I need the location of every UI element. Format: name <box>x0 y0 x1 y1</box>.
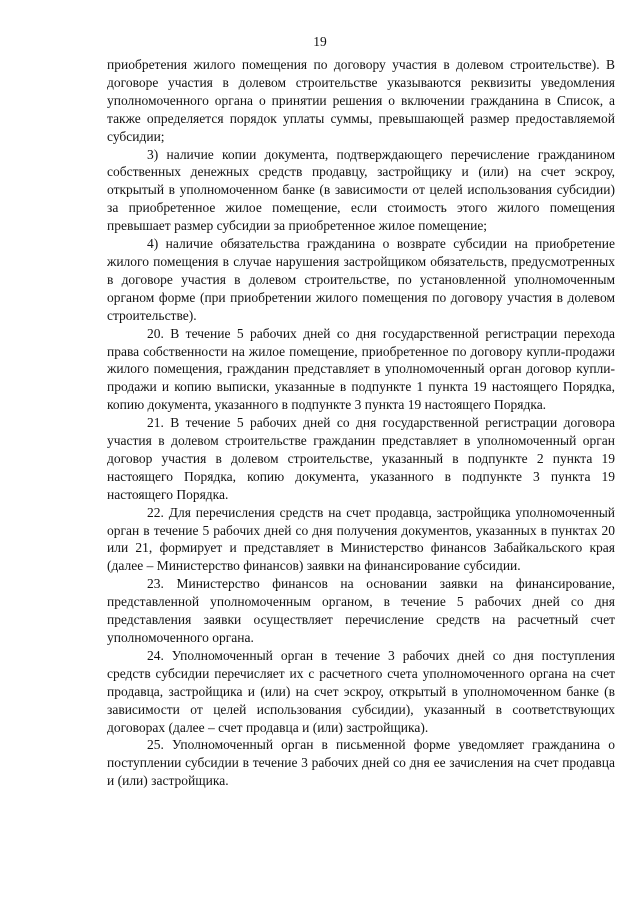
paragraph-continuation: приобретения жилого помещения по договору участия в долевом строительстве). В договоре участия в долевом строительстве указываются реквизиты уведомления уполномоченного органа о принятии решения о включении гражданина в Список, а также определяется порядок уплаты суммы, превышающей размер предоставляемой субсидии; <box>107 57 615 144</box>
paragraph-item-23: 23. Министерство финансов на основании заявки на финансирование, представленной уполномоченным органом, в течение 5 рабочих дней со дня представления заявки осуществляет перечисление средств на расчетный счет уполномоченного органа. <box>107 576 615 645</box>
paragraph-item-20: 20. В течение 5 рабочих дней со дня государственной регистрации перехода права собственности на жилое помещение, приобретенное по договору купли-продажи жилого помещения, гражданин представляет в уполномоченный орган договор купли-продажи и копию выписки, указанные в подпункте 1 пункта 19 настоящего Порядка, копию документа, указанного в подпункте 3 пункта 19 настоящего Порядка. <box>107 325 615 413</box>
document-body <box>107 56 615 790</box>
paragraph-item-22: 22. Для перечисления средств на счет продавца, застройщика уполномоченный орган в течение 5 рабочих дней со дня получения документов, указанных в пунктах 20 или 21, формирует и представляет в Министерство финансов Забайкальского края (далее – Министерство финансов) заявки на финансирование субсидии. <box>107 504 615 574</box>
paragraph-item-21: 21. В течение 5 рабочих дней со дня государственной регистрации договора участия в долевом строительстве гражданин представляет в уполномоченный орган договор участия в долевом строительстве, указанный в подпункте 2 пункта 19 настоящего Порядка, копию документа, указанного в подпункте 3 пункта 19 настоящего Порядка. <box>107 415 615 502</box>
page-number: 19 <box>313 34 327 49</box>
paragraph-subitem-3: 3) наличие копии документа, подтверждающего перечисление гражданином собственных денежных средств продавцу, застройщику и (или) на счет эскроу, открытый в уполномоченном банке (в зависимости от целей использования субсидии) за приобретенное жилое помещение, если стоимость этого жилого помещения превышает размер субсидии за приобретенное жилое помещение; <box>107 146 615 234</box>
paragraph-subitem-4: 4) наличие обязательства гражданина о возврате субсидии на приобретение жилого помещения в случае нарушения застройщиком обязательств, предусмотренных в договоре участия в долевом строительстве, по установленной уполномоченным органом форме (при приобретении жилого помещения по договору участия в долевом строительстве). <box>107 236 615 323</box>
paragraph-item-24: 24. Уполномоченный орган в течение 3 рабочих дней со дня поступления средств субсидии перечисляет их с расчетного счета уполномоченного органа на счет продавца, застройщика и (или) на счет эскроу, открытый в уполномоченном банке (в зависимости от целей использования субсидии), указанный в соответствующих договорах (далее – счет продавца и (или) застройщика). <box>107 647 615 735</box>
paragraph-item-25: 25. Уполномоченный орган в письменной форме уведомляет гражданина о поступлении субсидии в течение 3 рабочих дней со дня ее зачисления на счет продавца и (или) застройщика. <box>107 737 615 789</box>
